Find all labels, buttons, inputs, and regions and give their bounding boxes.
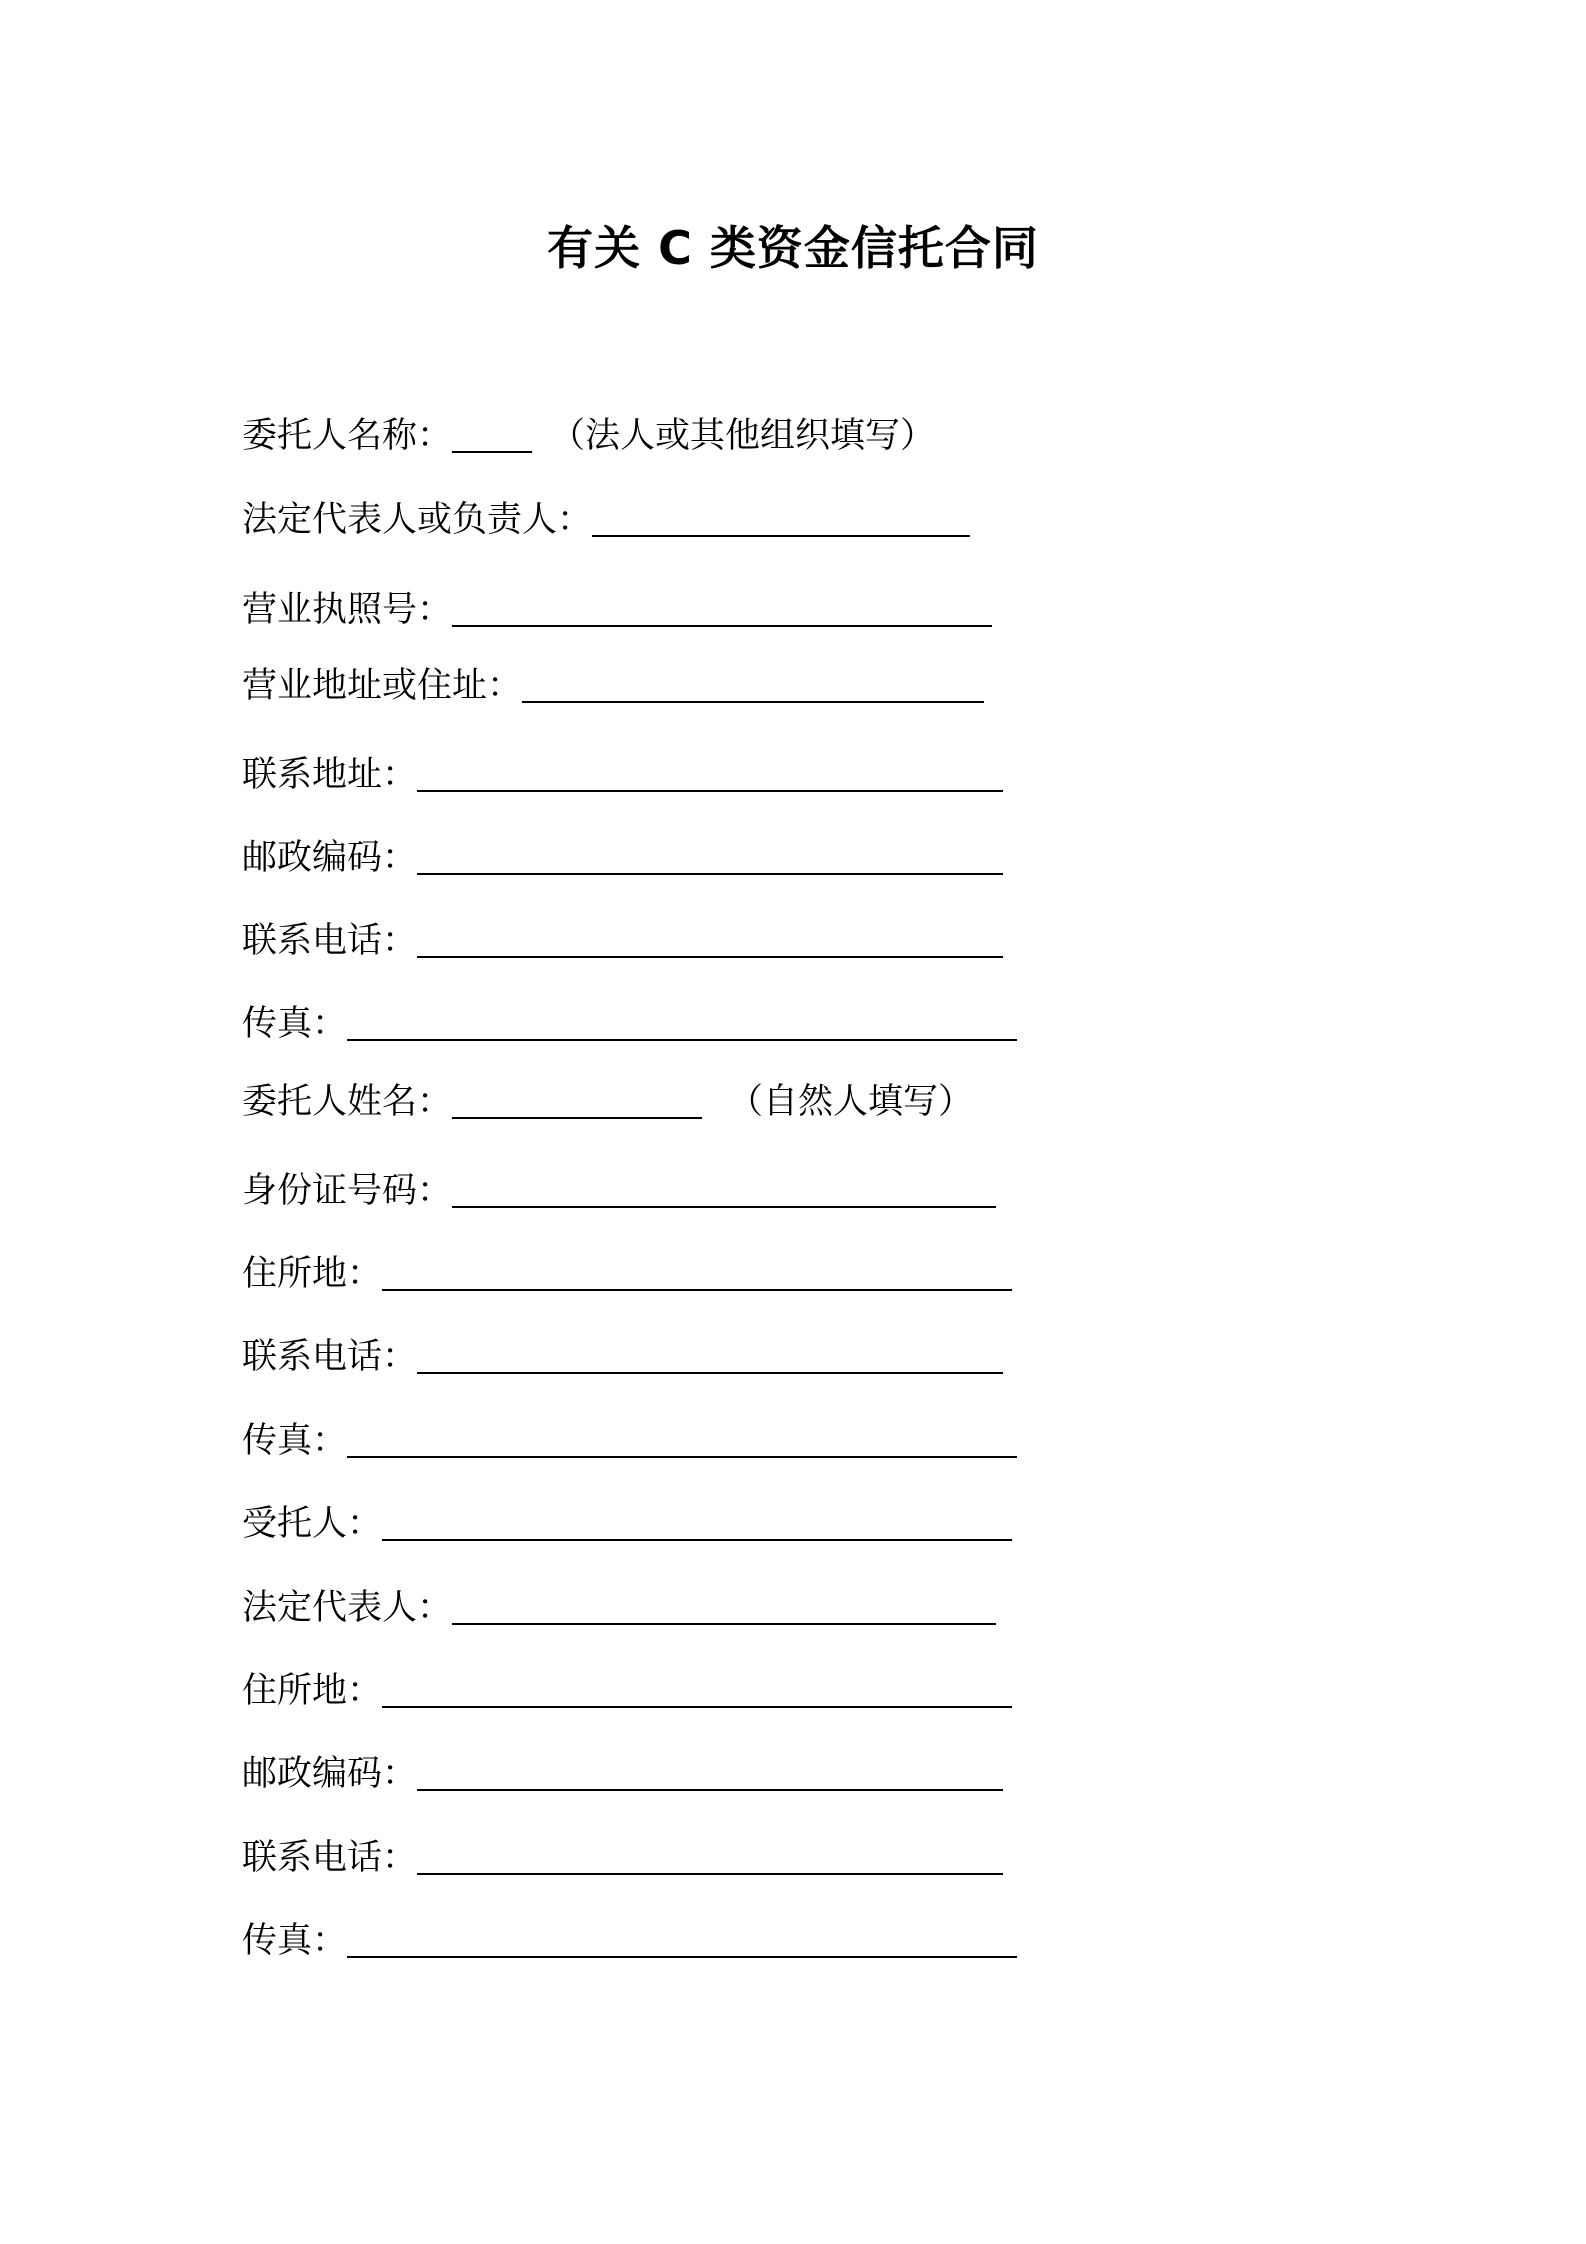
trustor-residence-row bbox=[242, 1251, 1012, 1297]
trustee-phone-field[interactable] bbox=[417, 1837, 1003, 1875]
trustor-org-phone-label: 联系电话： bbox=[242, 921, 418, 961]
contact-address-field[interactable] bbox=[417, 754, 1003, 792]
trustor-person-name-note: （自然人填写） bbox=[728, 1082, 974, 1122]
trustor-org-phone-row bbox=[242, 918, 1003, 964]
trustor-person-phone-label: 联系电话： bbox=[242, 1337, 418, 1377]
business-address-row bbox=[242, 663, 984, 709]
license-no-field[interactable] bbox=[452, 589, 992, 627]
id-number-row bbox=[242, 1168, 996, 1214]
trustor-postal-code-row bbox=[242, 835, 1003, 881]
trustee-postal-code-row bbox=[242, 1751, 1003, 1797]
license-no-label: 营业执照号： bbox=[242, 590, 453, 630]
business-address-field[interactable] bbox=[522, 665, 984, 703]
trustor-org-phone-field[interactable] bbox=[417, 920, 1003, 958]
trustee-fax-label: 传真： bbox=[242, 1921, 348, 1961]
trustor-residence-field[interactable] bbox=[382, 1253, 1012, 1291]
trustor-person-fax-field[interactable] bbox=[347, 1420, 1017, 1458]
trustor-org-fax-row bbox=[242, 1001, 1017, 1047]
trustee-postal-code-field[interactable] bbox=[417, 1753, 1003, 1791]
trustor-person-name-field[interactable] bbox=[452, 1081, 702, 1119]
trustee-field[interactable] bbox=[382, 1503, 1012, 1541]
trustee-residence-field[interactable] bbox=[382, 1670, 1012, 1708]
trustor-name-note: （法人或其他组织填写） bbox=[550, 416, 936, 456]
id-number-field[interactable] bbox=[452, 1170, 996, 1208]
trustor-org-fax-field[interactable] bbox=[347, 1003, 1017, 1041]
trustee-phone-row bbox=[242, 1835, 1003, 1881]
trustor-name-row bbox=[242, 413, 935, 459]
trustee-fax-field[interactable] bbox=[347, 1920, 1017, 1958]
trustor-person-phone-row bbox=[242, 1334, 1003, 1380]
trustor-postal-code-field[interactable] bbox=[417, 837, 1003, 875]
trustor-person-name-label: 委托人姓名： bbox=[242, 1082, 453, 1122]
trustee-legal-rep-row bbox=[242, 1585, 996, 1631]
trustor-legal-rep-label: 法定代表人或负责人： bbox=[242, 500, 593, 540]
trustee-legal-rep-field[interactable] bbox=[452, 1587, 996, 1625]
trustor-postal-code-label: 邮政编码： bbox=[242, 838, 418, 878]
trustee-fax-row bbox=[242, 1918, 1017, 1964]
trustor-person-phone-field[interactable] bbox=[417, 1336, 1003, 1374]
contact-address-label: 联系地址： bbox=[242, 755, 418, 795]
trustee-legal-rep-label: 法定代表人： bbox=[242, 1588, 453, 1628]
trustor-person-fax-row bbox=[242, 1418, 1017, 1464]
trustor-org-fax-label: 传真： bbox=[242, 1004, 348, 1044]
trustor-residence-label: 住所地： bbox=[242, 1254, 383, 1294]
trustor-legal-rep-row bbox=[242, 497, 970, 543]
trustee-phone-label: 联系电话： bbox=[242, 1838, 418, 1878]
trustor-name-label: 委托人名称： bbox=[242, 416, 453, 456]
trustor-person-name-row bbox=[242, 1079, 973, 1125]
trustor-legal-rep-field[interactable] bbox=[592, 499, 970, 537]
document-title: 有关 C 类资金信托合同 bbox=[547, 221, 1039, 275]
trustee-residence-label: 住所地： bbox=[242, 1671, 383, 1711]
trustee-row bbox=[242, 1501, 1012, 1547]
license-no-row bbox=[242, 587, 992, 633]
id-number-label: 身份证号码： bbox=[242, 1171, 453, 1211]
trustee-label: 受托人： bbox=[242, 1504, 383, 1544]
trustee-residence-row bbox=[242, 1668, 1012, 1714]
contact-address-row bbox=[242, 752, 1003, 798]
trustor-person-fax-label: 传真： bbox=[242, 1421, 348, 1461]
trustee-postal-code-label: 邮政编码： bbox=[242, 1754, 418, 1794]
business-address-label: 营业地址或住址： bbox=[242, 666, 523, 706]
trustor-name-field[interactable] bbox=[452, 415, 532, 453]
